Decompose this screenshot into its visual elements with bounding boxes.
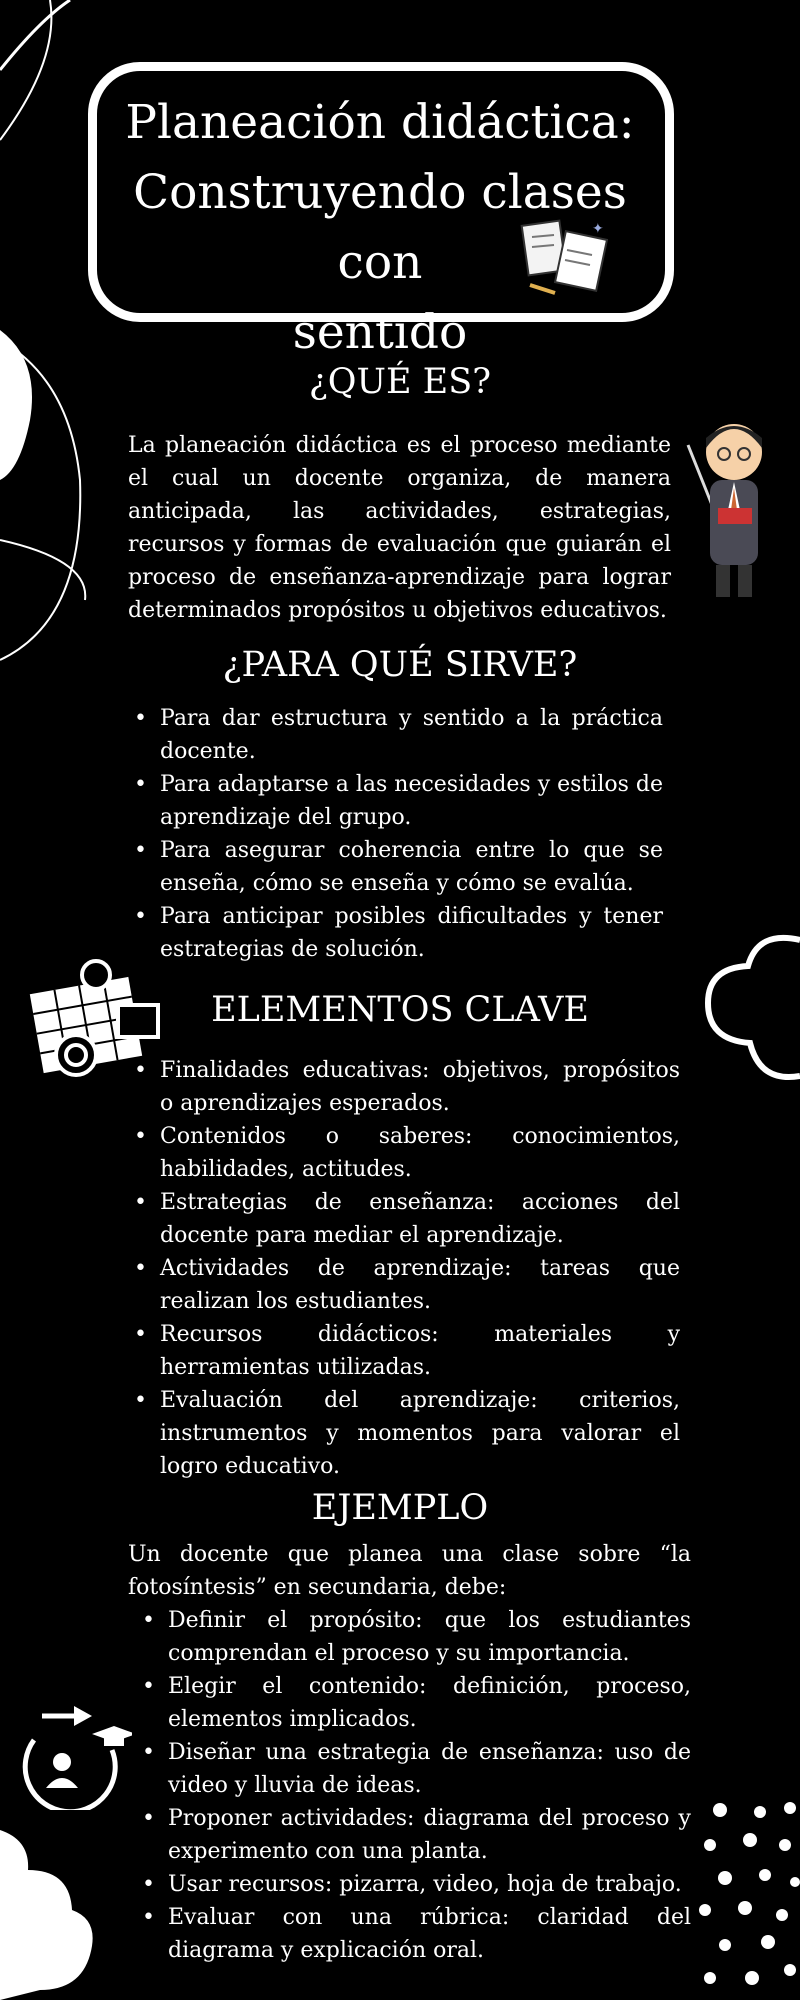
list-item: • Contenidos o saberes: conocimientos, habilidades, actitudes. xyxy=(128,1120,680,1186)
list-item: • Para adaptarse a las necesidades y estilos de aprendizaje del grupo. xyxy=(128,768,663,834)
svg-text:✦: ✦ xyxy=(592,221,604,237)
list-item: • Evaluación del aprendizaje: criterios, instrumentos y momentos para valorar el logro educativo. xyxy=(128,1384,680,1483)
heading-ejemplo: EJEMPLO xyxy=(311,1488,489,1528)
list-item: • Estrategias de enseñanza: acciones del docente para mediar el aprendizaje. xyxy=(128,1186,680,1252)
title-line-3: sentido xyxy=(292,305,468,360)
list-item: • Usar recursos: pizarra, video, hoja de trabajo. xyxy=(136,1868,691,1901)
para-que-list xyxy=(128,702,663,966)
list-item: • Para asegurar coherencia entre lo que se enseña, cómo se enseña y cómo se evalúa. xyxy=(128,834,663,900)
list-item: • Recursos didácticos: materiales y herramientas utilizadas. xyxy=(128,1318,680,1384)
que-es-paragraph: La planeación didáctica es el proceso mediante el cual un docente organiza, de manera anticipada, las actividades, estrategias, recursos y formas de evaluación que guiarán el proceso de enseñanza-aprendizaje para lograr determinados propósitos u objetivos educativos. xyxy=(128,433,671,623)
list-item: • Para anticipar posibles dificultades y tener estrategias de solución. xyxy=(128,900,663,966)
list-item: • Proponer actividades: diagrama del proceso y experimento con una planta. xyxy=(136,1802,691,1868)
heading-para-que: ¿PARA QUÉ SIRVE? xyxy=(222,645,578,685)
list-item: • Diseñar una estrategia de enseñanza: uso de video y lluvia de ideas. xyxy=(136,1736,691,1802)
list-item: • Actividades de aprendizaje: tareas que realizan los estudiantes. xyxy=(128,1252,680,1318)
learning-cycle-icon xyxy=(12,1700,132,1810)
cloud-decoration xyxy=(0,1830,100,2000)
documents-icon xyxy=(520,215,620,300)
ejemplo-list xyxy=(136,1604,691,1967)
heading-que-es: ¿QUÉ ES? xyxy=(309,362,491,402)
elementos-list xyxy=(128,1054,680,1483)
teacher-icon xyxy=(680,410,785,600)
heading-elementos: ELEMENTOS CLAVE xyxy=(211,990,589,1030)
title-line-2: Construyendo clases con xyxy=(133,165,627,290)
dots-decoration xyxy=(690,1790,800,2000)
list-item: • Definir el propósito: que los estudiantes comprendan el proceso y su importancia. xyxy=(136,1604,691,1670)
ejemplo-intro: Un docente que planea una clase sobre “la fotosíntesis” en secundaria, debe: xyxy=(128,1542,691,1600)
list-item: • Elegir el contenido: definición, proceso, elementos implicados. xyxy=(136,1670,691,1736)
list-item: • Para dar estructura y sentido a la práctica docente. xyxy=(128,702,663,768)
list-item: • Finalidades educativas: objetivos, propósitos o aprendizajes esperados. xyxy=(128,1054,680,1120)
title-line-1: Planeación didáctica: xyxy=(125,95,635,150)
list-item: • Evaluar con una rúbrica: claridad del diagrama y explicación oral. xyxy=(136,1901,691,1967)
